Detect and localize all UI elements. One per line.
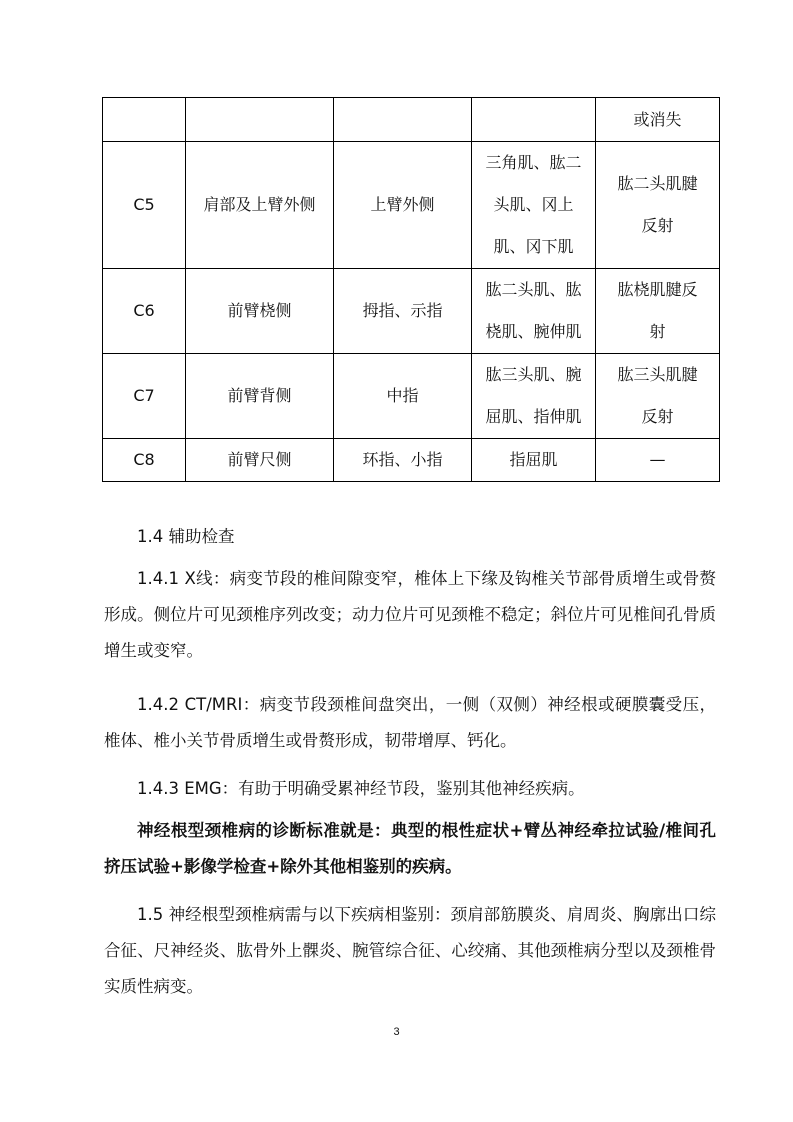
table-cell: 肱二头肌腱 反射 [596,142,720,269]
table-cell: 前臂桡侧 [186,269,334,354]
table-cell: 肱桡肌腱反 射 [596,269,720,354]
paragraph-1-5-differential: 1.5 神经根型颈椎病需与以下疾病相鉴别：颈肩部筋膜炎、肩周炎、胸廓出口综合征、尺神经炎、肱骨外上髁炎、腕管综合征、心绞痛、其他颈椎病分型以及颈椎骨实质性病变。 [104,905,716,996]
table-cell: C6 [103,269,186,354]
table-cell: C5 [103,142,186,269]
table-cell: 前臂背侧 [186,354,334,439]
table-row [103,439,720,482]
nerve-root-table [102,97,720,482]
table-cell: C7 [103,354,186,439]
paragraph-1-4-1-xray: 1.4.1 X线：病变节段的椎间隙变窄，椎体上下缘及钩椎关节部骨质增生或骨赘形成。侧位片可见颈椎序列改变；动力位片可见颈椎不稳定；斜位片可见椎间孔骨质增生或变窄。 [104,569,716,660]
table-row [103,142,720,269]
paragraph-1-4-3-emg: 1.4.3 EMG：有助于明确受累神经节段，鉴别其他神经疾病。 [137,779,585,798]
table-cell: 肩部及上臂外侧 [186,142,334,269]
table-cell: 前臂尺侧 [186,439,334,482]
table-cell [472,98,596,142]
table-row [103,269,720,354]
page-number: 3 [393,1026,400,1038]
table-cell: 拇指、示指 [334,269,472,354]
diagnostic-criteria-paragraph: 神经根型颈椎病的诊断标准就是：典型的根性症状+臂丛神经牵拉试验/椎间孔挤压试验+影像学检查+除外其他相鉴别的疾病。 [104,821,716,876]
table-cell [103,98,186,142]
table-cell [186,98,334,142]
table-cell: 三角肌、肱二 头肌、冈上 肌、冈下肌 [472,142,596,269]
table-cell: 肱三头肌腱 反射 [596,354,720,439]
table-cell: 环指、小指 [334,439,472,482]
table-cell: 肱三头肌、腕 屈肌、指伸肌 [472,354,596,439]
table-cell: 指屈肌 [472,439,596,482]
table-cell [334,98,472,142]
table-row [103,354,720,439]
section-heading-1-4: 1.4 辅助检查 [137,527,235,546]
table-row [103,98,720,142]
table-cell: — [596,439,720,482]
table-cell: C8 [103,439,186,482]
table-cell: 上臂外侧 [334,142,472,269]
table-cell: 中指 [334,354,472,439]
table-cell: 肱二头肌、肱 桡肌、腕伸肌 [472,269,596,354]
paragraph-1-4-2-ct-mri: 1.4.2 CT/MRI：病变节段颈椎间盘突出，一侧（双侧）神经根或硬膜囊受压，椎体、椎小关节骨质增生或骨赘形成，韧带增厚、钙化。 [104,695,716,750]
table-cell: 或消失 [596,98,720,142]
